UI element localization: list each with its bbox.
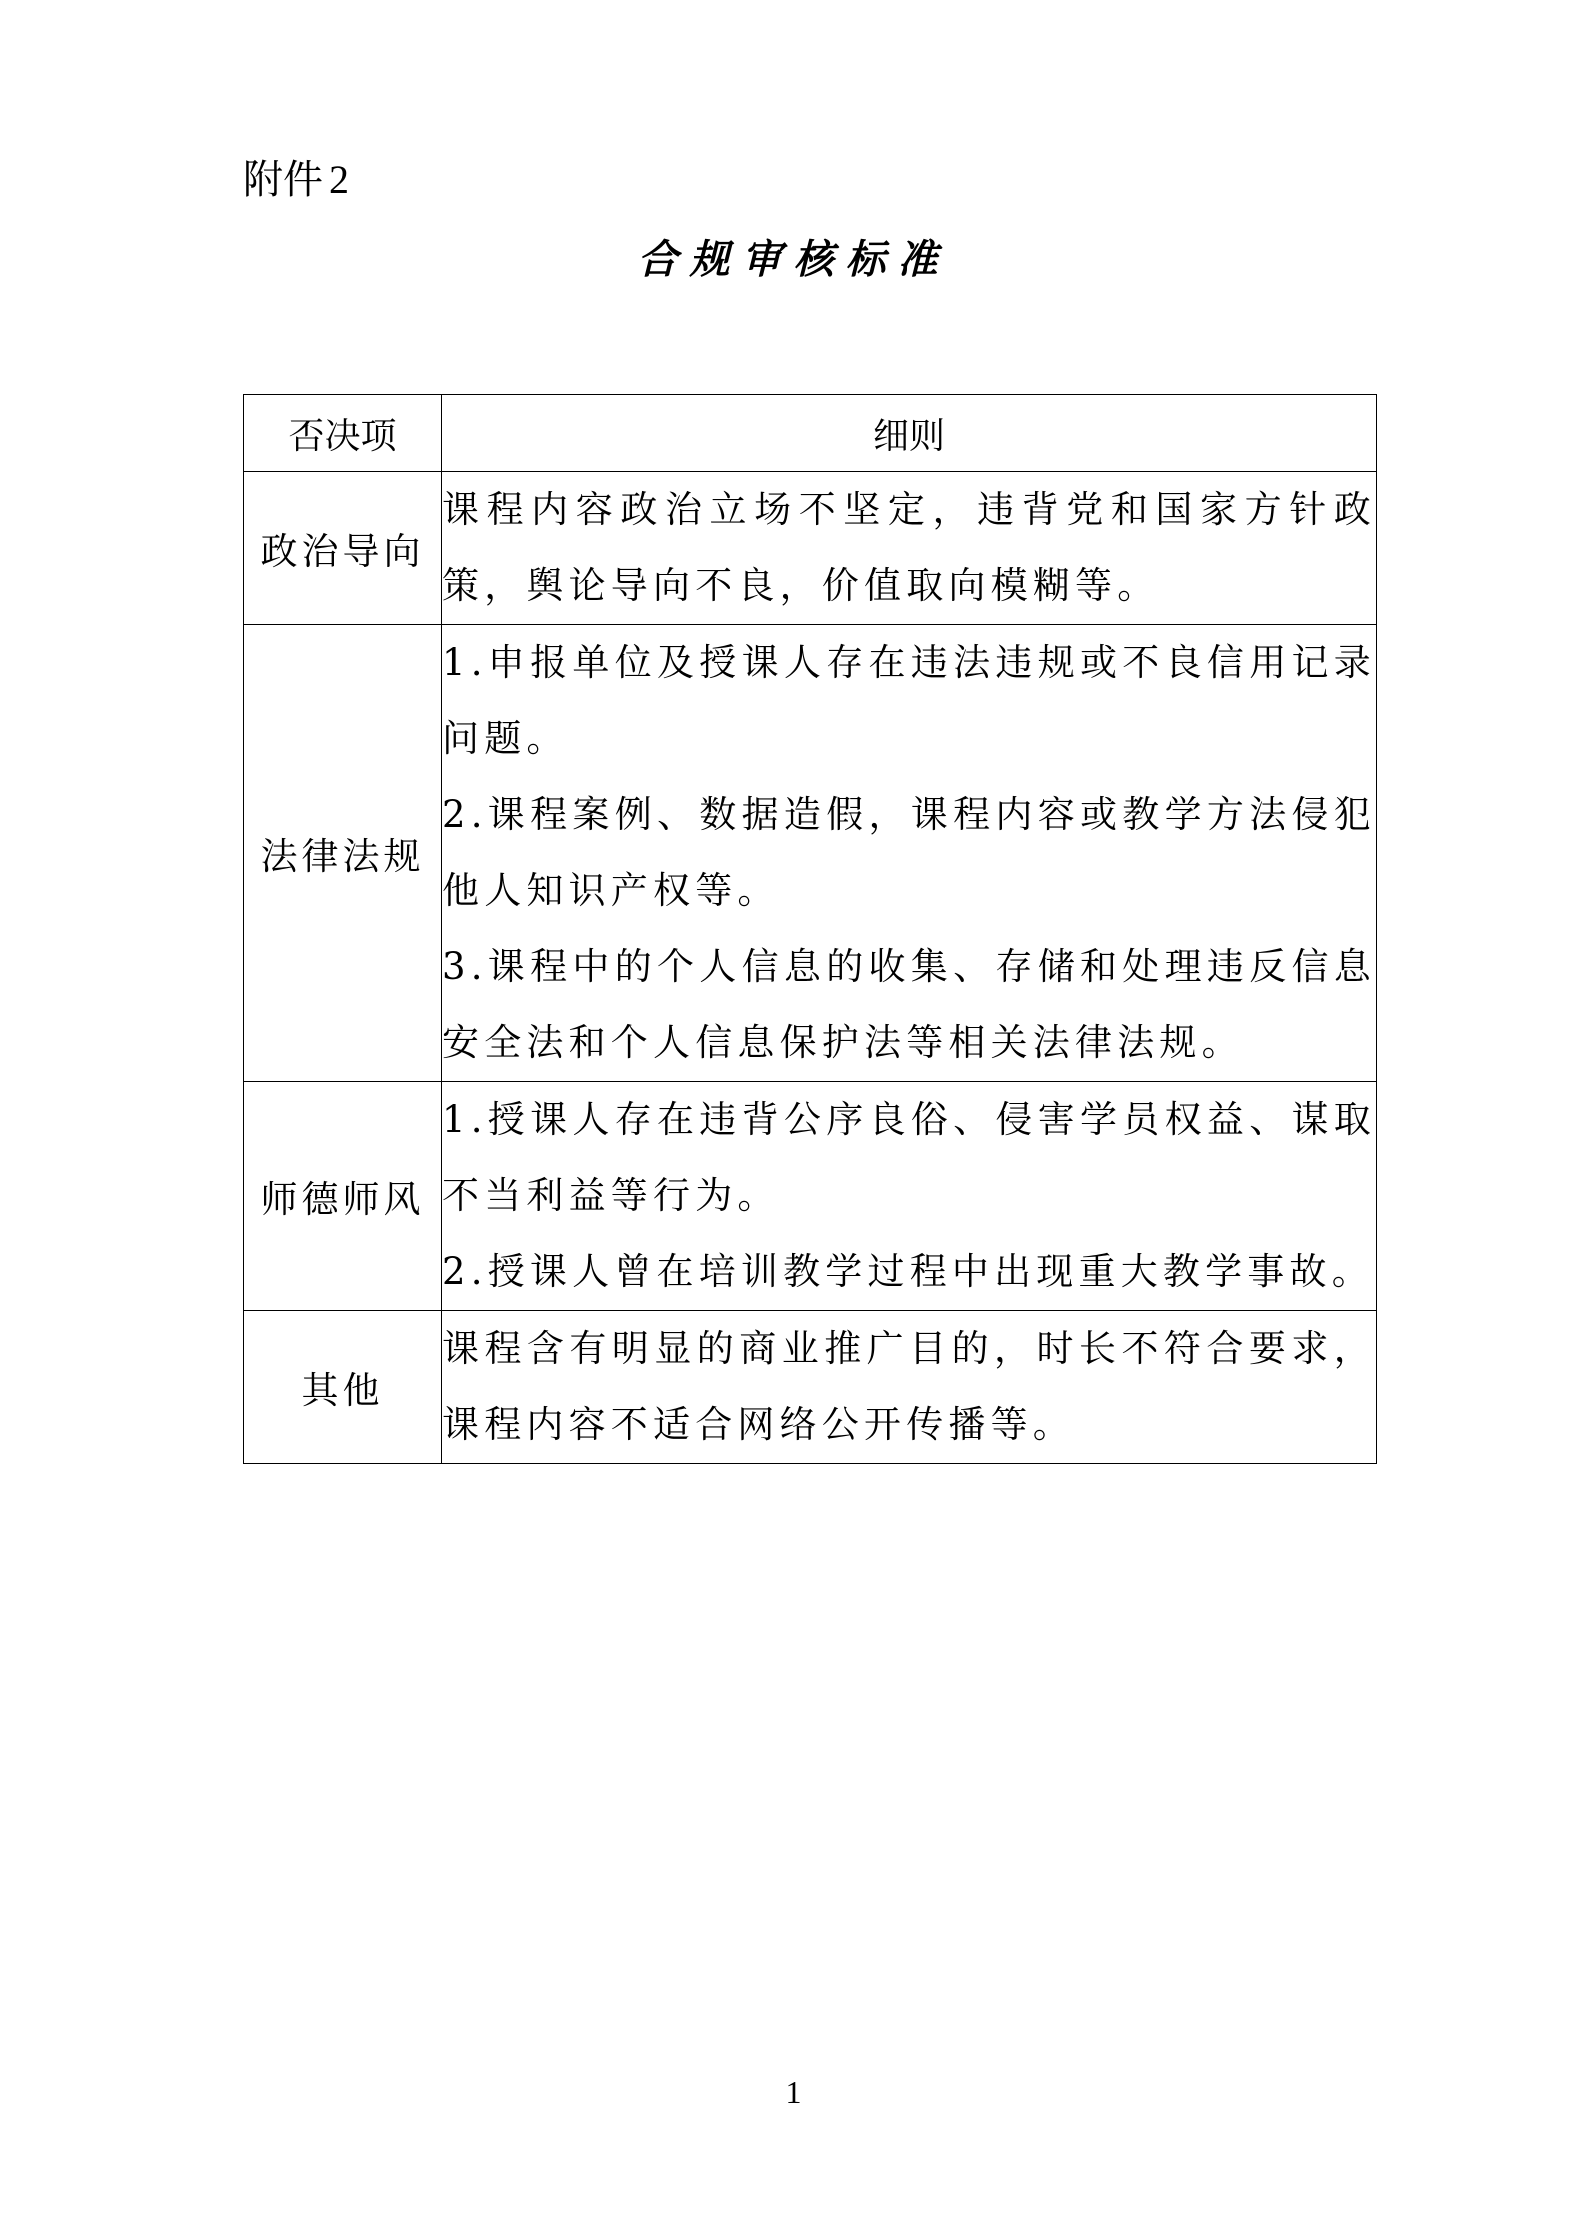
table-row-laws-regulations [244, 625, 1377, 1082]
criteria-table [243, 394, 1377, 1464]
row-key-political-orientation: 政治导向 [244, 472, 442, 625]
page-number: 1 [785, 2074, 802, 2110]
detail-item: 2.授课人曾在培训教学过程中出现重大教学事故。 [442, 1250, 1374, 1293]
detail-item: 2.课程案例、数据造假，课程内容或教学方法侵犯他人知识产权等。 [442, 793, 1376, 912]
row-key-laws-regulations: 法律法规 [244, 625, 442, 1082]
row-details-laws-regulations [442, 625, 1377, 1082]
detail-item: 1.申报单位及授课人存在违法违规或不良信用记录问题。 [442, 641, 1376, 760]
detail-item: 1.授课人存在违背公序良俗、侵害学员权益、谋取不当利益等行为。 [442, 1098, 1376, 1217]
table-row-political-orientation [244, 472, 1377, 625]
detail-item: 3.课程中的个人信息的收集、存储和处理违反信息安全法和个人信息保护法等相关法律法规。 [442, 945, 1376, 1064]
table-row-other [244, 1311, 1377, 1464]
row-details-teacher-ethics [442, 1082, 1377, 1311]
detail-item: 课程内容政治立场不坚定，违背党和国家方针政策，舆论导向不良，价值取向模糊等。 [442, 488, 1376, 607]
attachment-text: 附件 [243, 157, 323, 203]
row-key-other: 其他 [244, 1311, 442, 1464]
column-header-veto-item: 否决项 [244, 395, 442, 472]
table-row-teacher-ethics [244, 1082, 1377, 1311]
row-key-teacher-ethics: 师德师风 [244, 1082, 442, 1311]
attachment-number: 2 [329, 157, 349, 202]
column-header-details: 细则 [442, 395, 1377, 472]
document-title: 合规审核标准 [637, 236, 950, 283]
row-details-other [442, 1311, 1377, 1464]
attachment-label [243, 152, 349, 208]
row-details-political-orientation [442, 472, 1377, 625]
table-header-row [244, 395, 1377, 472]
detail-item: 课程含有明显的商业推广目的，时长不符合要求，课程内容不适合网络公开传播等。 [442, 1327, 1376, 1446]
